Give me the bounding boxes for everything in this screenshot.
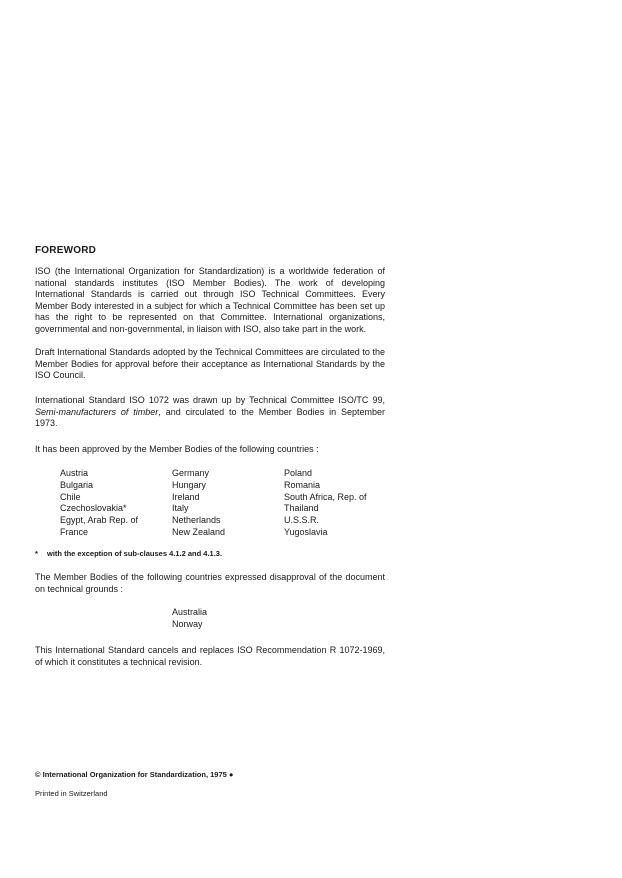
country-item: Hungary xyxy=(172,479,207,490)
countries-column-3 xyxy=(284,468,390,539)
paragraph-replacement: This International Standard cancels and replaces ISO Recommendation R 1072-1969, of which it constitutes a technical revision. xyxy=(35,645,385,667)
country-item: Germany xyxy=(172,468,210,478)
paragraph-standard-origin xyxy=(35,395,385,430)
footnote-text: with the exception of sub-clauses 4.1.2 and 4.1.3. xyxy=(47,549,223,558)
approving-countries-list xyxy=(60,468,390,539)
country-item: Norway xyxy=(172,619,203,629)
committee-title: Semi-manufacturers of timber xyxy=(35,406,159,417)
country-item: Czechoslovakia* xyxy=(60,503,127,514)
paragraph-draft-standards: Draft International Standards adopted by the Technical Committees are circulated to the Member Bodies for approval before their acceptance as International Standards by the ISO Council. xyxy=(35,347,385,380)
countries-column-2 xyxy=(172,468,284,539)
countries-column-1 xyxy=(60,468,172,539)
standard-origin-text: International Standard ISO 1072 was drawn up by Technical Committee ISO/TC 99, xyxy=(35,395,385,405)
country-item: Italy xyxy=(172,503,189,514)
country-item: Australia xyxy=(172,607,208,617)
country-item: Netherlands xyxy=(172,515,221,526)
paragraph-disapproval: The Member Bodies of the following countries expressed disapproval of the document on technical grounds : xyxy=(35,572,385,594)
country-item: France xyxy=(60,526,89,537)
country-item: Bulgaria xyxy=(60,479,94,490)
printed-location: Printed in Switzerland xyxy=(35,789,108,798)
country-item: South Africa, Rep. of xyxy=(284,491,367,502)
footnote-mark: * xyxy=(35,549,38,558)
country-item: Romania xyxy=(284,479,321,490)
standard-origin-text-end: , and circulated to the Member Bodies in September 1973. xyxy=(35,406,385,428)
paragraph-iso-intro: ISO (the International Organization for Standardization) is a worldwide federation of national standards institutes (ISO Member Bodies). The work of developing International Standards is carried out through ISO Technical Committees. Every Member Body interested in a subject for which a Technical Committee has been set up has the right to be represented on that Committee. International organizations, governmental and non-governmental, in liaison with ISO, also take part in the work. xyxy=(35,266,385,334)
footnote xyxy=(35,549,222,558)
country-item: Austria xyxy=(60,468,89,478)
country-item: New Zealand xyxy=(172,526,226,537)
copyright-notice: © International Organization for Standardization, 1975 ● xyxy=(35,770,234,779)
foreword-heading: FOREWORD xyxy=(35,245,97,256)
country-item: Chile xyxy=(60,491,81,502)
country-item: Egypt, Arab Rep. of xyxy=(60,515,139,526)
country-item: Yugoslavia xyxy=(284,526,328,537)
country-item: Poland xyxy=(284,468,313,478)
country-item: U.S.S.R. xyxy=(284,515,320,526)
paragraph-approval: It has been approved by the Member Bodies of the following countries : xyxy=(35,444,319,454)
country-item: Ireland xyxy=(172,491,200,502)
disapproving-countries-list xyxy=(172,606,207,630)
country-item: Thailand xyxy=(284,503,319,514)
